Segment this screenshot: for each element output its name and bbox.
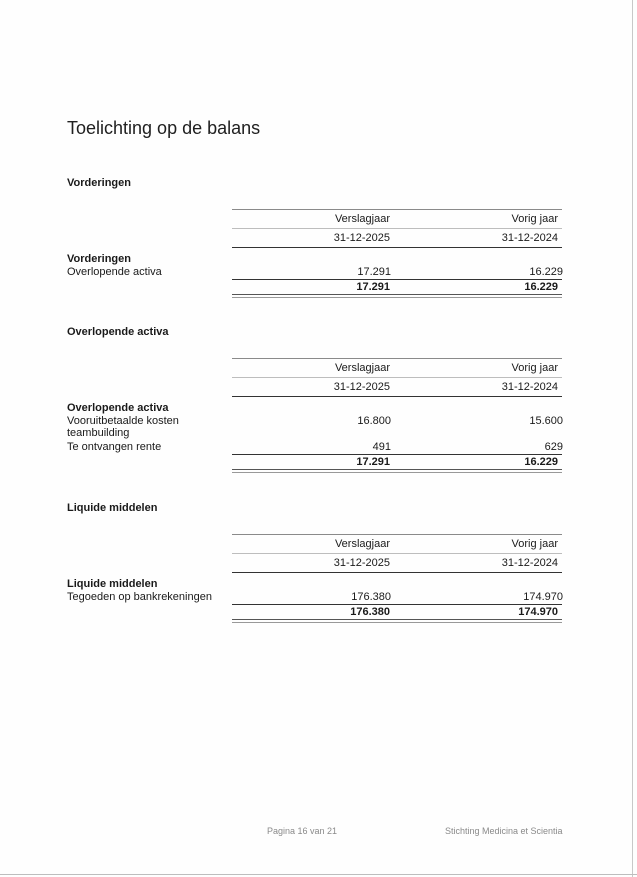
total-current: 17.291: [356, 456, 390, 468]
column-date: 31-12-2025: [333, 381, 390, 393]
value-current: 176.380: [351, 591, 391, 603]
total-previous: 174.970: [518, 606, 558, 618]
total-previous: 16.229: [524, 456, 558, 468]
total-previous: 16.229: [524, 281, 558, 293]
row-label: Vooruitbetaalde kosten teambuilding: [67, 415, 179, 439]
value-current: 17.291: [357, 266, 391, 278]
total-row: [232, 279, 562, 295]
page-number: Pagina 16 van 21: [267, 826, 338, 836]
column-header: Verslagjaar: [334, 538, 390, 550]
total-row: [232, 604, 562, 620]
balance-table: [67, 534, 563, 623]
header-row: [232, 534, 562, 553]
section-vorderingen: [67, 177, 563, 298]
page-title: Toelichting op de balans: [67, 118, 261, 138]
table-row: [67, 415, 563, 441]
header-row: [232, 209, 562, 228]
column-date: 31-12-2024: [501, 232, 558, 244]
section-heading: Overlopende activa: [67, 326, 169, 338]
page-edge: [632, 0, 633, 877]
header-row: [232, 358, 562, 377]
double-underline: [232, 470, 562, 473]
column-date: 31-12-2024: [501, 557, 558, 569]
total-row: [232, 454, 562, 470]
column-header: Verslagjaar: [334, 213, 390, 225]
column-date: 31-12-2024: [501, 381, 558, 393]
double-underline: [232, 620, 562, 623]
section-liquide-middelen: [67, 502, 563, 623]
table-row: [67, 591, 563, 604]
table-row: [67, 266, 563, 279]
date-row: [232, 377, 562, 397]
value-previous: 629: [544, 441, 563, 453]
balance-table: [67, 209, 563, 298]
column-header: Vorig jaar: [511, 362, 558, 374]
column-date: 31-12-2025: [333, 557, 390, 569]
row-label: Overlopende activa: [67, 266, 162, 278]
date-row: [232, 553, 562, 573]
double-underline: [232, 295, 562, 298]
group-label: Liquide middelen: [67, 578, 158, 590]
row-label: Tegoeden op bankrekeningen: [67, 591, 212, 603]
section-overlopende-activa: [67, 326, 563, 473]
total-current: 176.380: [350, 606, 390, 618]
column-header: Vorig jaar: [511, 213, 558, 225]
column-header: Verslagjaar: [334, 362, 390, 374]
column-date: 31-12-2025: [333, 232, 390, 244]
section-heading: Liquide middelen: [67, 502, 158, 514]
column-header: Vorig jaar: [511, 538, 558, 550]
row-label: Te ontvangen rente: [67, 441, 162, 453]
section-heading: Vorderingen: [67, 177, 131, 189]
total-current: 17.291: [356, 281, 390, 293]
value-previous: 174.970: [523, 591, 563, 603]
date-row: [232, 228, 562, 248]
value-current: 16.800: [357, 415, 391, 427]
table-row: [67, 441, 563, 454]
group-label: Vorderingen: [67, 253, 131, 265]
page-edge: [0, 874, 637, 875]
value-previous: 16.229: [529, 266, 563, 278]
organization-name: Stichting Medicina et Scientia: [445, 826, 563, 836]
group-label: Overlopende activa: [67, 402, 169, 414]
balance-table: [67, 358, 563, 473]
value-previous: 15.600: [529, 415, 563, 427]
value-current: 491: [372, 441, 391, 453]
